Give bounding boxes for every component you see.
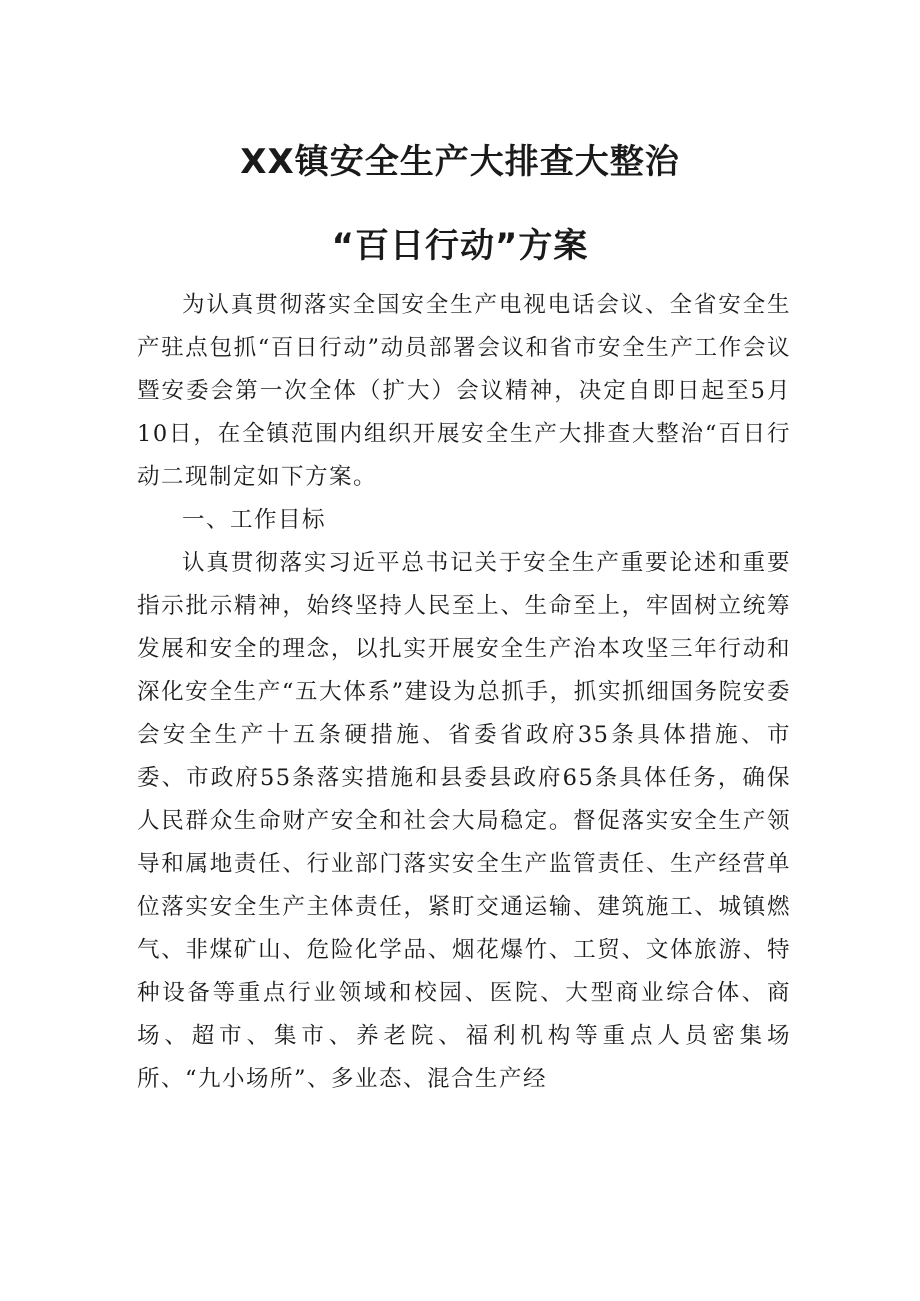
section-heading-work-goals: 一、工作目标	[182, 507, 327, 533]
work-goals-paragraph: 认真贯彻落实习近平总书记关于安全生产重要论述和重要指示批示精神，始终坚持人民至上、生命至上，牢固树立统筹发展和安全的理念，以扎实开展安全生产治本攻坚三年行动和深化安全生产“五大体系”建设为总抓手，抓实抓细国务院安委会安全生产十五条硬措施、省委省政府35条具体措施、市委、市政府55条落实措施和县委县政府65条具体任务，确保人民群众生命财产安全和社会大局稳定。督促落实安全生产领导和属地责任、行业部门落实安全生产监管责任、生产经营单位落实安全生产主体责任，紧盯交通运输、建筑施工、城镇燃气、非煤矿山、危险化学品、烟花爆竹、工贸、文体旅游、特种设备等重点行业领域和校园、医院、大型商业综合体、商场、超市、集市、养老院、福利机构等重点人员密集场所、“九小场所”、多业态、混合生产经	[137, 550, 791, 1092]
document-title-line-2: “百日行动”方案	[331, 226, 589, 266]
intro-paragraph: 为认真贯彻落实全国安全生产电视电话会议、全省安全生产驻点包抓“百日行动”动员部署会议和省市安全生产工作会议暨安委会第一次全体（扩大）会议精神，决定自即日起至5月10日，在全镇范围内组织开展安全生产大排查大整治“百日行动二现制定如下方案。	[137, 292, 791, 490]
document-body	[137, 284, 791, 1101]
document-title-line-1: XX镇安全生产大排查大整治	[240, 142, 680, 182]
